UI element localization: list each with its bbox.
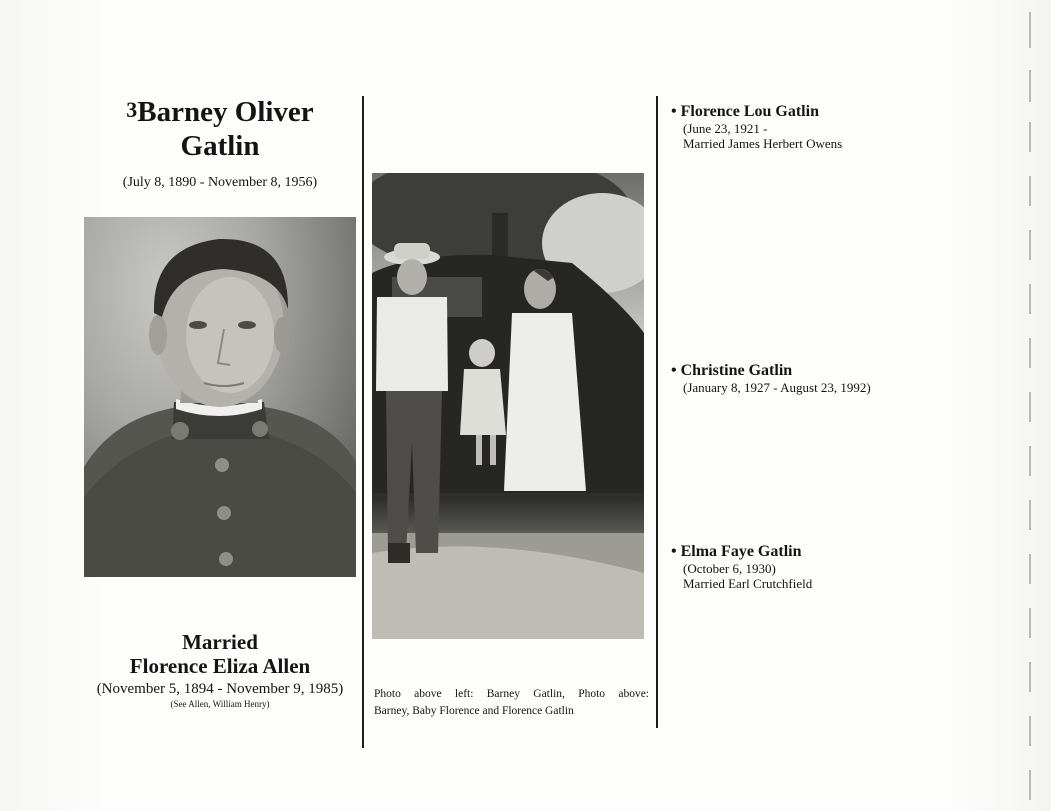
child-entry — [671, 103, 842, 151]
binder-mark — [1029, 392, 1031, 422]
portrait-illustration — [84, 217, 356, 577]
child-detail: (October 6, 1930) — [683, 561, 776, 576]
binder-mark — [1029, 70, 1031, 102]
binder-mark — [1029, 662, 1031, 692]
child-name: • Florence Lou Gatlin — [671, 103, 819, 120]
cross-reference-note: (See Allen, William Henry) — [170, 699, 270, 709]
generation-number: 3 — [126, 97, 138, 122]
life-dates: (July 8, 1890 - November 8, 1956) — [122, 175, 318, 190]
spouse-name: Florence Eliza Allen — [129, 654, 311, 678]
binder-mark — [1029, 12, 1031, 48]
binder-mark — [1029, 608, 1031, 638]
family-photo — [372, 173, 644, 639]
child-entry — [671, 362, 871, 395]
page-title — [90, 96, 350, 163]
binder-mark — [1029, 338, 1031, 368]
binder-mark — [1029, 176, 1031, 206]
binder-mark — [1029, 716, 1031, 746]
child-detail: (January 8, 1927 - August 23, 1992) — [683, 380, 871, 395]
binder-mark — [1029, 284, 1031, 314]
binder-mark — [1029, 500, 1031, 530]
portrait-photo — [84, 217, 356, 577]
photo-caption-line-1: Photo above left: Barney Gatlin, Photo above: — [374, 688, 649, 700]
marriage-heading — [80, 630, 360, 678]
name-line-2: Gatlin — [180, 130, 260, 162]
child-detail: Married Earl Crutchfield — [683, 576, 813, 591]
binder-mark — [1029, 446, 1031, 476]
column-divider-right — [656, 96, 658, 728]
binder-mark — [1029, 122, 1031, 152]
spouse-dates: (November 5, 1894 - November 9, 1985) — [96, 681, 344, 697]
child-detail: Married James Herbert Owens — [683, 136, 843, 151]
binder-mark — [1029, 230, 1031, 260]
binder-mark — [1029, 554, 1031, 584]
child-entry — [671, 543, 812, 591]
child-name: • Christine Gatlin — [671, 362, 793, 379]
family-photo-illustration — [372, 173, 644, 639]
name-line-1: Barney Oliver — [137, 96, 314, 128]
married-label: Married — [182, 630, 258, 654]
child-detail: (June 23, 1921 - — [683, 121, 768, 136]
binder-mark — [1029, 770, 1031, 800]
child-name: • Elma Faye Gatlin — [671, 543, 802, 560]
photo-caption-line-2: Barney, Baby Florence and Florence Gatlin — [374, 705, 574, 717]
column-divider-left — [362, 96, 364, 748]
